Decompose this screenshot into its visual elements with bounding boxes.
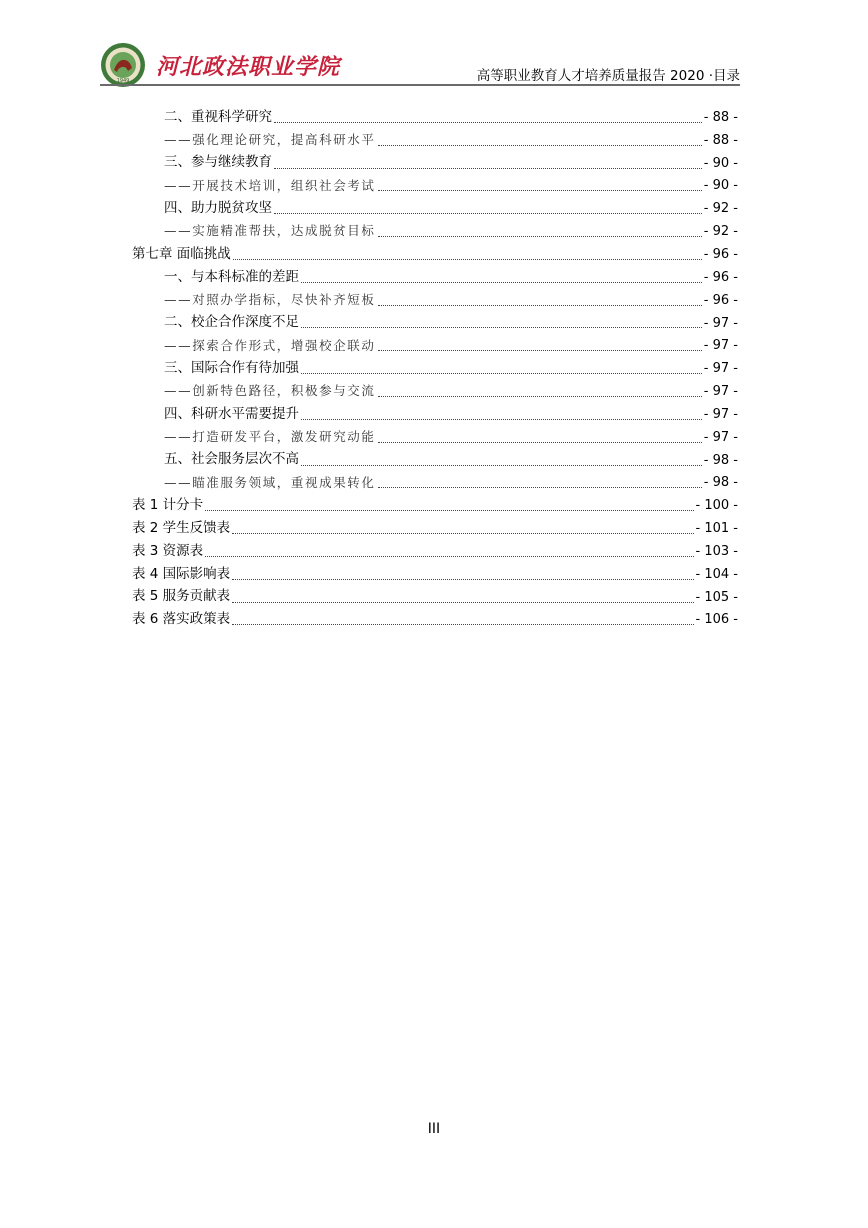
toc-entry-page: - 96 - bbox=[703, 269, 738, 285]
dot-leader bbox=[232, 578, 693, 580]
dot-leader bbox=[301, 326, 702, 328]
college-name-logo: 河北政法职业学院 bbox=[156, 54, 341, 80]
toc-entry-page: - 105 - bbox=[695, 589, 738, 605]
toc-entry-page: - 90 - bbox=[703, 155, 738, 171]
toc-entry-title: 二、重视科学研究 bbox=[164, 108, 272, 125]
toc-entry-page: - 104 - bbox=[695, 566, 738, 582]
page-header bbox=[100, 42, 740, 88]
toc-entry-title: ——探索合作形式，增强校企联动 bbox=[164, 337, 376, 353]
toc-entry-title: 表 4 国际影响表 bbox=[132, 565, 231, 582]
toc-entry[interactable] bbox=[132, 472, 738, 495]
toc-entry-page: - 98 - bbox=[703, 475, 738, 491]
toc-entry[interactable] bbox=[132, 220, 738, 243]
toc-entry-title: 四、助力脱贫攻坚 bbox=[164, 200, 272, 217]
toc-entry-page: - 88 - bbox=[703, 109, 738, 125]
toc-entry-title: ——实施精准帮扶，达成脱贫目标 bbox=[164, 223, 376, 239]
toc-entry[interactable] bbox=[132, 449, 738, 472]
dot-leader bbox=[274, 212, 702, 214]
dot-leader bbox=[274, 121, 702, 123]
dot-leader bbox=[274, 167, 702, 169]
toc-entry[interactable] bbox=[132, 152, 738, 175]
dot-leader bbox=[301, 281, 702, 283]
dot-leader bbox=[378, 235, 702, 237]
toc-entry-title: 二、校企合作深度不足 bbox=[164, 314, 299, 331]
toc-entry-title: 四、科研水平需要提升 bbox=[164, 405, 299, 422]
dot-leader bbox=[378, 144, 702, 146]
toc-entry[interactable] bbox=[132, 540, 738, 563]
toc-entry-page: - 97 - bbox=[703, 429, 738, 445]
dot-leader bbox=[378, 189, 702, 191]
toc-entry-page: - 92 - bbox=[703, 224, 738, 240]
toc-entry[interactable] bbox=[132, 129, 738, 152]
toc-entry[interactable] bbox=[132, 106, 738, 129]
toc-entry-title: ——创新特色路径，积极参与交流 bbox=[164, 383, 376, 399]
toc-entry-title: ——强化理论研究，提高科研水平 bbox=[164, 132, 376, 148]
toc-entry-page: - 106 - bbox=[695, 612, 738, 628]
svg-text:1949: 1949 bbox=[116, 78, 130, 84]
toc-entry[interactable] bbox=[132, 197, 738, 220]
toc-entry-page: - 97 - bbox=[703, 384, 738, 400]
dot-leader bbox=[301, 418, 702, 420]
toc-entry-title: ——瞄准服务领域，重视成果转化 bbox=[164, 474, 376, 490]
toc-entry[interactable] bbox=[132, 517, 738, 540]
dot-leader bbox=[378, 349, 702, 351]
toc-entry[interactable] bbox=[132, 243, 738, 266]
toc-entry-title: 表 1 计分卡 bbox=[132, 497, 204, 514]
toc-entry-page: - 101 - bbox=[695, 521, 738, 537]
toc-entry-title: 五、社会服务层次不高 bbox=[164, 451, 299, 468]
dot-leader bbox=[378, 395, 702, 397]
toc-entry-title: 表 2 学生反馈表 bbox=[132, 519, 231, 536]
toc-entry[interactable] bbox=[132, 312, 738, 335]
toc-entry[interactable] bbox=[132, 586, 738, 609]
toc-entry[interactable] bbox=[132, 357, 738, 380]
toc-entry[interactable] bbox=[132, 334, 738, 357]
toc-entry-page: - 97 - bbox=[703, 315, 738, 331]
toc-entry-page: - 92 - bbox=[703, 201, 738, 217]
toc-entry-page: - 97 - bbox=[703, 338, 738, 354]
report-title: 高等职业教育人才培养质量报告 2020 ·目录 bbox=[476, 68, 740, 84]
toc-entry-title: 表 5 服务贡献表 bbox=[132, 588, 231, 605]
dot-leader bbox=[205, 509, 693, 511]
toc-entry-page: - 97 - bbox=[703, 361, 738, 377]
dot-leader bbox=[378, 304, 702, 306]
toc-entry-page: - 100 - bbox=[695, 498, 738, 514]
toc-entry-title: 表 3 资源表 bbox=[132, 542, 204, 559]
toc-entry[interactable] bbox=[132, 426, 738, 449]
dot-leader bbox=[378, 441, 702, 443]
header-divider bbox=[100, 84, 740, 86]
toc-entry-page: - 90 - bbox=[703, 178, 738, 194]
table-of-contents bbox=[132, 106, 738, 631]
dot-leader bbox=[378, 486, 702, 488]
toc-entry[interactable] bbox=[132, 380, 738, 403]
dot-leader bbox=[232, 623, 693, 625]
toc-entry-title: 三、参与继续教育 bbox=[164, 154, 272, 171]
toc-entry-title: ——对照办学指标，尽快补齐短板 bbox=[164, 291, 376, 307]
toc-entry-title: ——打造研发平台，激发研究动能 bbox=[164, 428, 376, 444]
toc-entry[interactable] bbox=[132, 266, 738, 289]
dot-leader bbox=[301, 372, 702, 374]
toc-entry-page: - 98 - bbox=[703, 452, 738, 468]
dot-leader bbox=[232, 601, 693, 603]
page-number: III bbox=[427, 1121, 441, 1137]
toc-entry-title: 一、与本科标准的差距 bbox=[164, 268, 299, 285]
dot-leader bbox=[232, 532, 693, 534]
toc-entry[interactable] bbox=[132, 289, 738, 312]
toc-entry[interactable] bbox=[132, 175, 738, 198]
dot-leader bbox=[233, 258, 702, 260]
dot-leader bbox=[205, 555, 693, 557]
toc-entry-title: 三、国际合作有待加强 bbox=[164, 359, 299, 376]
college-seal-logo bbox=[100, 42, 146, 88]
toc-entry-title: ——开展技术培训，组织社会考试 bbox=[164, 177, 376, 193]
toc-entry[interactable] bbox=[132, 609, 738, 632]
toc-entry[interactable] bbox=[132, 403, 738, 426]
toc-entry-page: - 103 - bbox=[695, 543, 738, 559]
toc-entry-page: - 96 - bbox=[703, 246, 738, 262]
toc-entry-page: - 97 - bbox=[703, 406, 738, 422]
toc-entry-title: 第七章 面临挑战 bbox=[132, 245, 231, 262]
toc-entry-title: 表 6 落实政策表 bbox=[132, 611, 231, 628]
toc-entry[interactable] bbox=[132, 494, 738, 517]
toc-entry-page: - 88 - bbox=[703, 132, 738, 148]
toc-entry-page: - 96 - bbox=[703, 292, 738, 308]
dot-leader bbox=[301, 464, 702, 466]
toc-entry[interactable] bbox=[132, 563, 738, 586]
